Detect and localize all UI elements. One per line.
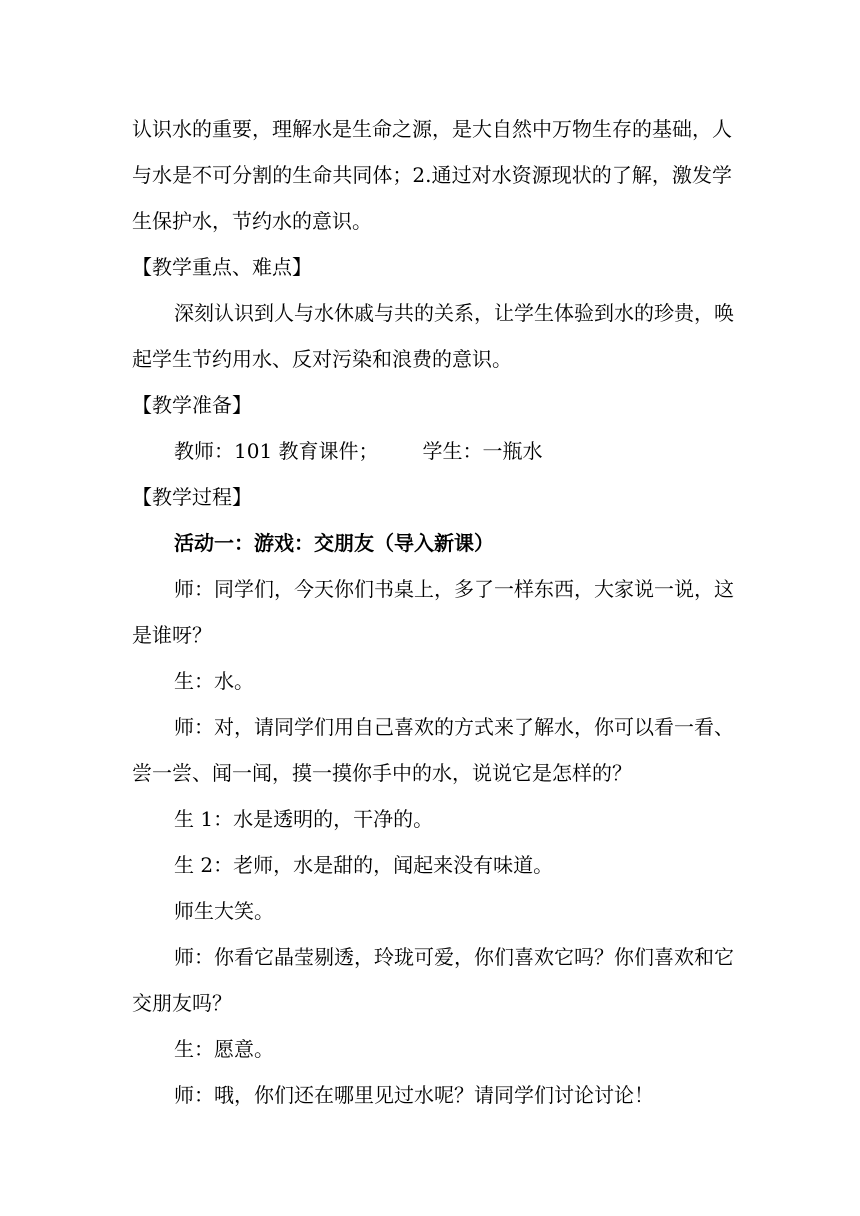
paragraph-line: 生：愿意。 (174, 1037, 274, 1061)
key-points-heading: 【教学重点、难点】 (132, 255, 312, 279)
paragraph-line: 尝一尝、闻一闻，摸一摸你手中的水，说说它是怎样的？ (132, 761, 632, 785)
dialogue-paragraph (132, 704, 732, 796)
paragraph-line: 生 2：老师，水是甜的，闻起来没有味道。 (174, 853, 554, 877)
dialogue-paragraph (132, 796, 732, 842)
key-points-paragraph (132, 290, 732, 382)
paragraph-line: 交朋友吗？ (132, 991, 232, 1015)
preparation-line (132, 428, 732, 474)
paragraph-line: 生 1：水是透明的，干净的。 (174, 807, 434, 831)
paragraph-line: 师：哦，你们还在哪里见过水呢？请同学们讨论讨论！ (174, 1083, 654, 1107)
paragraph-line: 与水是不可分割的生命共同体；2.通过对水资源现状的了解，激发学 (132, 163, 732, 187)
process-heading: 【教学过程】 (132, 485, 252, 509)
paragraph-line: 师：你看它晶莹剔透，玲珑可爱，你们喜欢它吗？你们喜欢和它 (174, 945, 734, 969)
paragraph-line: 生：水。 (174, 669, 254, 693)
teacher-preparation: 教师：101 教育课件； (174, 439, 379, 463)
activity-title: 活动一：游戏：交朋友（导入新课） (174, 531, 494, 555)
paragraph-line: 师：同学们，今天你们书桌上，多了一样东西，大家说一说，这 (174, 577, 734, 601)
document-content (132, 106, 732, 1118)
dialogue-paragraph (132, 1026, 732, 1072)
teaching-goal-paragraph (132, 106, 732, 244)
dialogue-paragraph (132, 842, 732, 888)
paragraph-line: 师生大笑。 (174, 899, 274, 923)
paragraph-line: 是谁呀？ (132, 623, 212, 647)
paragraph-line: 认识水的重要，理解水是生命之源，是大自然中万物生存的基础，人 (132, 117, 732, 141)
paragraph-line: 师：对，请同学们用自己喜欢的方式来了解水，你可以看一看、 (174, 715, 734, 739)
dialogue-paragraph (132, 658, 732, 704)
dialogue (132, 566, 732, 1118)
paragraph-line: 深刻认识到人与水休戚与共的关系，让学生体验到水的珍贵，唤 (174, 301, 734, 325)
dialogue-paragraph (132, 934, 732, 1026)
paragraph-line: 生保护水，节约水的意识。 (132, 209, 372, 233)
paragraph-line: 起学生节约用水、反对污染和浪费的意识。 (132, 347, 512, 371)
dialogue-paragraph (132, 1072, 732, 1118)
dialogue-paragraph (132, 888, 732, 934)
student-preparation: 学生：一瓶水 (422, 439, 543, 463)
preparation-heading: 【教学准备】 (132, 393, 252, 417)
dialogue-paragraph (132, 566, 732, 658)
